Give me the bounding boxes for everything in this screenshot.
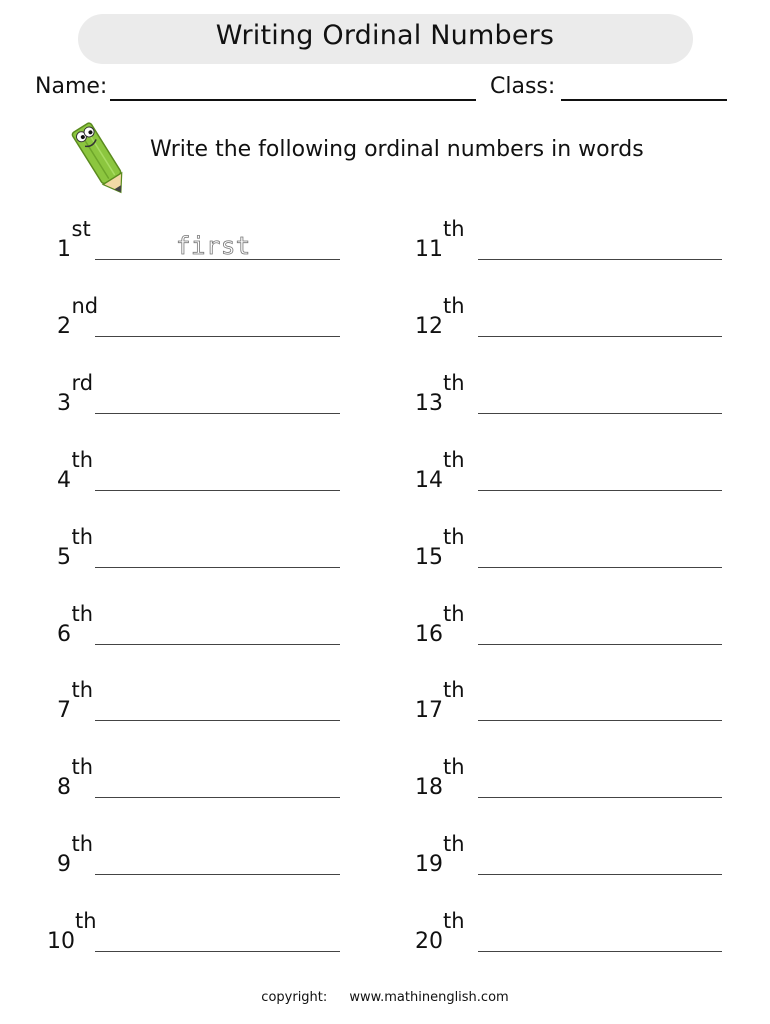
ordinal-number: 8 bbox=[57, 775, 71, 801]
answer-line[interactable] bbox=[478, 797, 722, 798]
ordinal-number: 6 bbox=[57, 621, 71, 647]
ordinal-suffix: th bbox=[71, 755, 94, 780]
ordinal-item bbox=[0, 289, 770, 339]
answer-line[interactable] bbox=[478, 567, 722, 568]
ordinal-item bbox=[0, 597, 770, 647]
copyright-site: www.mathinenglish.com bbox=[349, 990, 509, 1005]
name-label: Name: bbox=[35, 74, 108, 99]
instruction-text: Write the following ordinal numbers in words bbox=[150, 137, 644, 162]
ordinal-suffix: th bbox=[71, 524, 94, 549]
answer-line[interactable] bbox=[478, 951, 722, 952]
ordinal-number: 20 bbox=[415, 929, 443, 955]
ordinal-item bbox=[0, 520, 770, 570]
answer-line[interactable] bbox=[478, 336, 722, 337]
ordinal-number: 16 bbox=[415, 621, 443, 647]
ordinal-item bbox=[0, 750, 770, 800]
ordinal-item bbox=[0, 443, 770, 493]
ordinal-number: 10 bbox=[47, 929, 75, 955]
copyright-label: copyright: bbox=[261, 990, 328, 1005]
pencil-mascot-icon bbox=[60, 112, 140, 202]
ordinal-suffix: th bbox=[443, 447, 465, 472]
ordinal-suffix: rd bbox=[71, 370, 94, 395]
ordinal-suffix: th bbox=[443, 755, 465, 780]
ordinal-item bbox=[0, 673, 770, 723]
ordinal-suffix: th bbox=[443, 909, 465, 934]
ordinal-suffix: th bbox=[71, 678, 94, 703]
ordinal-number: 7 bbox=[57, 698, 71, 724]
ordinal-suffix: nd bbox=[71, 293, 99, 318]
class-field[interactable] bbox=[561, 99, 727, 101]
ordinal-number: 4 bbox=[57, 467, 71, 493]
ordinal-item bbox=[0, 827, 770, 877]
ordinal-suffix: th bbox=[71, 832, 94, 857]
answer-line[interactable] bbox=[478, 490, 722, 491]
ordinal-number: 18 bbox=[415, 775, 443, 801]
ordinal-number: 15 bbox=[415, 544, 443, 570]
ordinal-number: 13 bbox=[415, 390, 443, 416]
ordinal-number: 14 bbox=[415, 467, 443, 493]
ordinal-suffix: th bbox=[443, 524, 465, 549]
ordinal-suffix: th bbox=[71, 601, 94, 626]
ordinal-number: 9 bbox=[57, 852, 71, 878]
answer-line[interactable] bbox=[478, 874, 722, 875]
footer bbox=[0, 990, 770, 1005]
ordinal-number: 5 bbox=[57, 544, 71, 570]
sample-answer: first bbox=[176, 232, 251, 260]
ordinal-suffix: th bbox=[443, 832, 465, 857]
ordinal-number: 1 bbox=[57, 237, 71, 262]
ordinal-number: 12 bbox=[415, 313, 443, 339]
ordinal-suffix: th bbox=[443, 217, 465, 241]
ordinal-suffix: th bbox=[443, 678, 465, 703]
ordinal-number: 19 bbox=[415, 852, 443, 878]
ordinal-item bbox=[0, 366, 770, 416]
ordinal-suffix: th bbox=[443, 293, 465, 318]
answer-line[interactable] bbox=[478, 720, 722, 721]
name-field[interactable] bbox=[110, 99, 476, 101]
ordinal-number: 3 bbox=[57, 390, 71, 416]
ordinal-suffix: th bbox=[443, 370, 465, 395]
ordinal-suffix: st bbox=[71, 217, 91, 241]
answer-line[interactable] bbox=[478, 644, 722, 645]
ordinal-suffix: th bbox=[75, 909, 97, 934]
class-label: Class: bbox=[490, 74, 556, 99]
ordinal-item bbox=[0, 212, 770, 262]
ordinal-number: 17 bbox=[415, 698, 443, 724]
ordinal-suffix: th bbox=[71, 447, 94, 472]
answer-line[interactable] bbox=[478, 259, 722, 260]
ordinal-suffix: th bbox=[443, 601, 465, 626]
page-title: Writing Ordinal Numbers bbox=[215, 20, 555, 51]
ordinal-number: 11 bbox=[415, 237, 443, 262]
ordinal-number: 2 bbox=[57, 313, 71, 339]
ordinal-item bbox=[0, 904, 770, 954]
answer-line[interactable] bbox=[478, 413, 722, 414]
